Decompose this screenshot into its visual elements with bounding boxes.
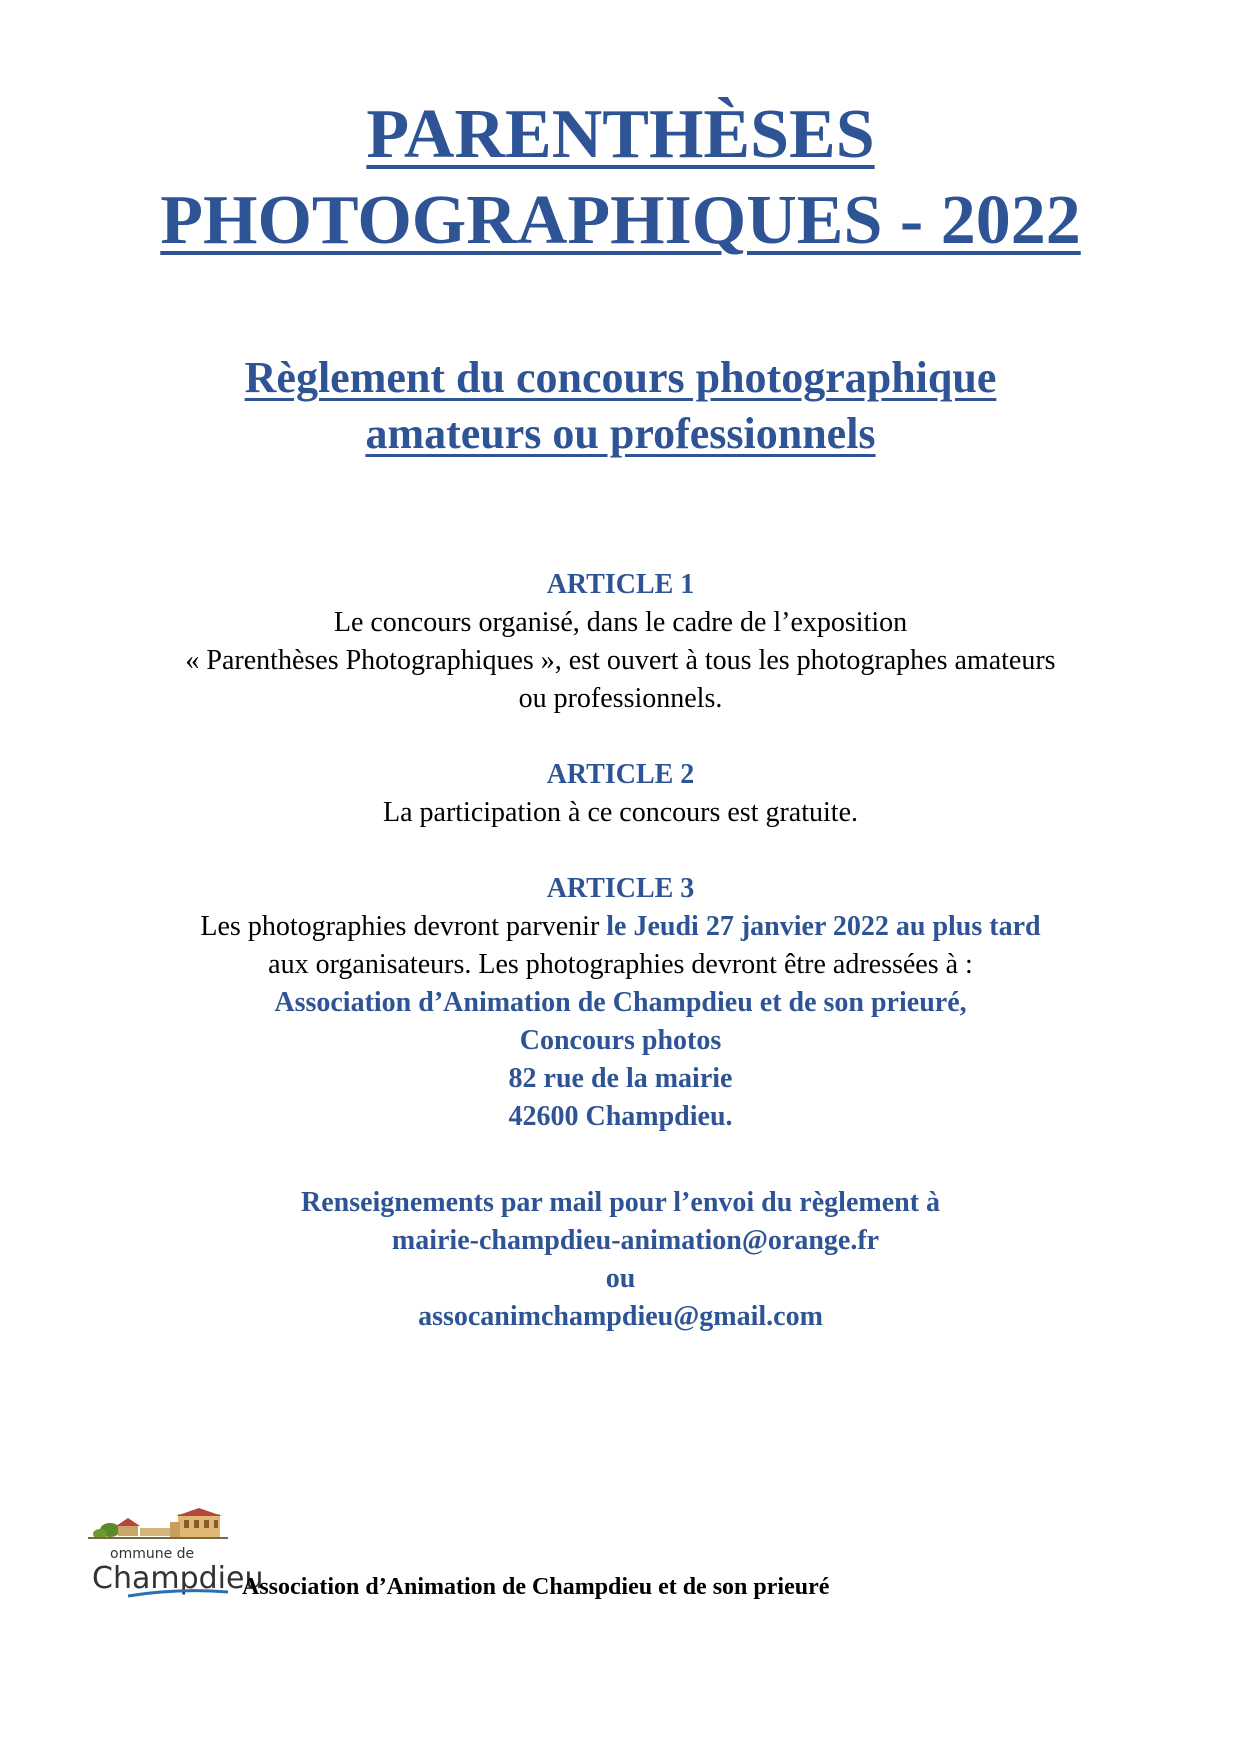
title-line-1: PARENTHÈSES — [366, 96, 875, 173]
article-1-heading: ARTICLE 1 — [546, 569, 695, 600]
contact-or: ou — [605, 1263, 636, 1294]
document-title — [0, 92, 1241, 264]
email-link-gmail[interactable]: assocanimchampdieu@gmail.com — [418, 1301, 823, 1332]
roof-shape — [116, 1518, 140, 1526]
wall-shape — [140, 1528, 170, 1536]
email-link-orange[interactable]: mairie-champdieu-animation@orange.fr — [391, 1225, 880, 1256]
article-3 — [0, 870, 1241, 1136]
article-2 — [0, 756, 1241, 832]
title-line-2: PHOTOGRAPHIQUES - 2022 — [160, 182, 1081, 259]
article-1-line-3: ou professionnels. — [518, 683, 723, 714]
article-3-heading: ARTICLE 3 — [546, 873, 695, 904]
article-3-line-1-plain: Les photographies devront parvenir — [200, 911, 607, 942]
priory-roof — [176, 1508, 222, 1516]
document-subtitle — [0, 350, 1241, 462]
logo-small-text: ommune de — [110, 1546, 195, 1562]
logo-big-text: Champdieu — [92, 1561, 264, 1596]
address-line-4: 42600 Champdieu. — [508, 1101, 733, 1132]
subtitle-line-1: Règlement du concours photographique — [244, 353, 997, 402]
window-shape — [184, 1520, 189, 1528]
champdieu-logo — [88, 1508, 264, 1604]
contact-intro: Renseignements par mail pour l’envoi du règlement à — [300, 1187, 941, 1218]
subtitle-line-2: amateurs ou professionnels — [365, 409, 876, 458]
house-shape — [118, 1526, 138, 1536]
article-2-heading: ARTICLE 2 — [546, 759, 695, 790]
article-2-line-1: La participation à ce concours est gratuite. — [382, 797, 858, 828]
window-shape — [194, 1520, 199, 1528]
window-shape — [204, 1520, 209, 1528]
tower-shape — [170, 1522, 180, 1538]
article-1-line-2: « Parenthèses Photographiques », est ouvert à tous les photographes amateurs — [185, 645, 1056, 676]
deadline-text: le Jeudi 27 janvier 2022 au plus tard — [606, 911, 1041, 942]
article-3-line-2: aux organisateurs. Les photographies devront être adressées à : — [268, 949, 973, 980]
address-line-3: 82 rue de la mairie — [508, 1063, 733, 1094]
article-3-line-1 — [0, 908, 1241, 946]
window-shape — [214, 1520, 218, 1528]
champdieu-logo-art — [88, 1508, 264, 1604]
address-line-2: Concours photos — [519, 1025, 722, 1056]
address-line-1: Association d’Animation de Champdieu et de son prieuré, — [274, 987, 967, 1018]
contact-info — [0, 1184, 1241, 1336]
article-1 — [0, 566, 1241, 718]
footer-association-name: Association d’Animation de Champdieu et de son prieuré — [242, 1574, 830, 1600]
article-1-line-1: Le concours organisé, dans le cadre de l’exposition — [333, 607, 908, 638]
